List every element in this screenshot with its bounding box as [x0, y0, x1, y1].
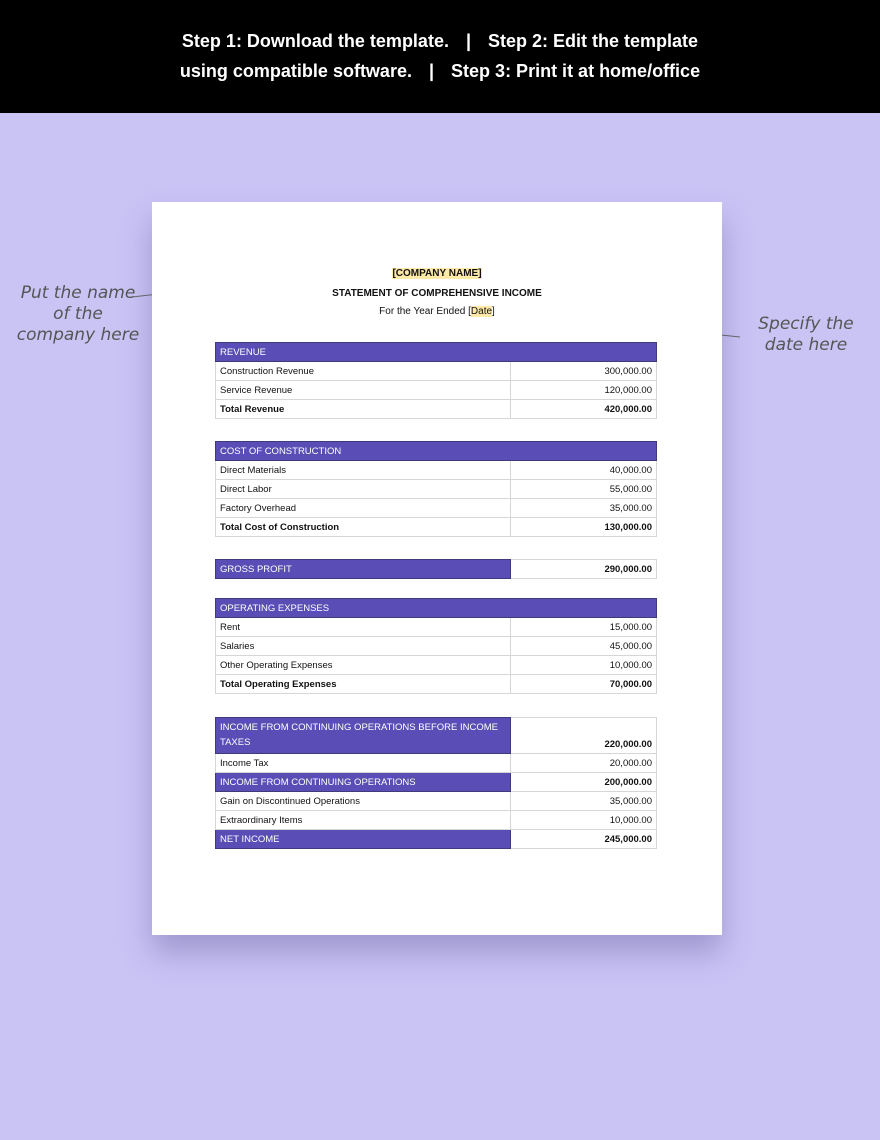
operating-expenses-table	[215, 598, 657, 694]
row-label: Direct Materials	[216, 461, 511, 480]
income-before-tax-value: 220,000.00	[511, 718, 657, 754]
date-bracket-open: [	[468, 306, 471, 317]
row-value: 10,000.00	[511, 656, 657, 675]
row-value: 45,000.00	[511, 637, 657, 656]
table-row	[216, 499, 657, 518]
row-label: Direct Labor	[216, 480, 511, 499]
date-bracket-close: ]	[492, 306, 495, 317]
section-header	[216, 343, 657, 362]
row-value: 40,000.00	[511, 461, 657, 480]
gain-label: Gain on Discontinued Operations	[216, 792, 511, 811]
row-label: Other Operating Expenses	[216, 656, 511, 675]
revenue-table	[215, 342, 657, 419]
row-label: Factory Overhead	[216, 499, 511, 518]
table-row	[216, 792, 657, 811]
step-1-text: Step 1: Download the template.	[181, 31, 449, 51]
table-row	[216, 811, 657, 830]
table-row	[216, 461, 657, 480]
callout-company: Put the name of the company here	[16, 283, 140, 345]
total-value: 130,000.00	[511, 518, 657, 537]
income-before-tax-row	[216, 718, 657, 754]
row-value: 35,000.00	[511, 499, 657, 518]
date-field[interactable]: Date	[470, 306, 493, 317]
table-row	[216, 637, 657, 656]
period-prefix: For the Year Ended	[379, 306, 469, 317]
company-name[interactable]	[152, 268, 722, 279]
period-line	[152, 306, 722, 317]
table-row	[216, 618, 657, 637]
section-header	[216, 599, 657, 618]
income-before-tax-label: INCOME FROM CONTINUING OPERATIONS BEFORE INCOME TAXES	[216, 718, 511, 754]
table-row	[216, 381, 657, 400]
net-income-value: 245,000.00	[511, 830, 657, 849]
step-3-text: Step 3: Print it at home/office	[451, 61, 701, 81]
net-income-row	[216, 830, 657, 849]
callout-date: Specify the date here	[758, 314, 854, 355]
income-continuing-row	[216, 773, 657, 792]
company-name-field[interactable]: [COMPANY NAME]	[392, 268, 482, 279]
row-value: 120,000.00	[511, 381, 657, 400]
extraordinary-label: Extraordinary Items	[216, 811, 511, 830]
separator: |	[465, 31, 472, 51]
row-value: 15,000.00	[511, 618, 657, 637]
row-label: Construction Revenue	[216, 362, 511, 381]
total-row	[216, 400, 657, 419]
row-label: Salaries	[216, 637, 511, 656]
total-value: 420,000.00	[511, 400, 657, 419]
revenue-header: REVENUE	[216, 343, 657, 362]
total-label: Total Operating Expenses	[216, 675, 511, 694]
income-continuing-label: INCOME FROM CONTINUING OPERATIONS	[216, 773, 511, 792]
gross-profit-row	[216, 560, 657, 579]
table-row	[216, 362, 657, 381]
income-tax-label: Income Tax	[216, 754, 511, 773]
gain-value: 35,000.00	[511, 792, 657, 811]
statement-title: STATEMENT OF COMPREHENSIVE INCOME	[332, 288, 542, 299]
cost-table	[215, 441, 657, 537]
separator: |	[428, 61, 435, 81]
total-value: 70,000.00	[511, 675, 657, 694]
step-2-text: Step 2: Edit the template	[488, 31, 699, 51]
cost-header: COST OF CONSTRUCTION	[216, 442, 657, 461]
gross-profit-table	[215, 559, 657, 579]
document-page	[152, 202, 722, 935]
total-row	[216, 675, 657, 694]
row-label: Rent	[216, 618, 511, 637]
income-continuing-value: 200,000.00	[511, 773, 657, 792]
opex-header: OPERATING EXPENSES	[216, 599, 657, 618]
row-value: 55,000.00	[511, 480, 657, 499]
gross-profit-label: GROSS PROFIT	[216, 560, 511, 579]
section-header	[216, 442, 657, 461]
total-label: Total Cost of Construction	[216, 518, 511, 537]
row-value: 300,000.00	[511, 362, 657, 381]
table-row	[216, 480, 657, 499]
row-label: Service Revenue	[216, 381, 511, 400]
table-row	[216, 656, 657, 675]
net-income-label: NET INCOME	[216, 830, 511, 849]
total-row	[216, 518, 657, 537]
income-tax-value: 20,000.00	[511, 754, 657, 773]
gross-profit-value: 290,000.00	[511, 560, 657, 579]
income-table	[215, 717, 657, 849]
total-label: Total Revenue	[216, 400, 511, 419]
extraordinary-value: 10,000.00	[511, 811, 657, 830]
step-2-text-cont: using compatible software.	[179, 61, 412, 81]
table-row	[216, 754, 657, 773]
